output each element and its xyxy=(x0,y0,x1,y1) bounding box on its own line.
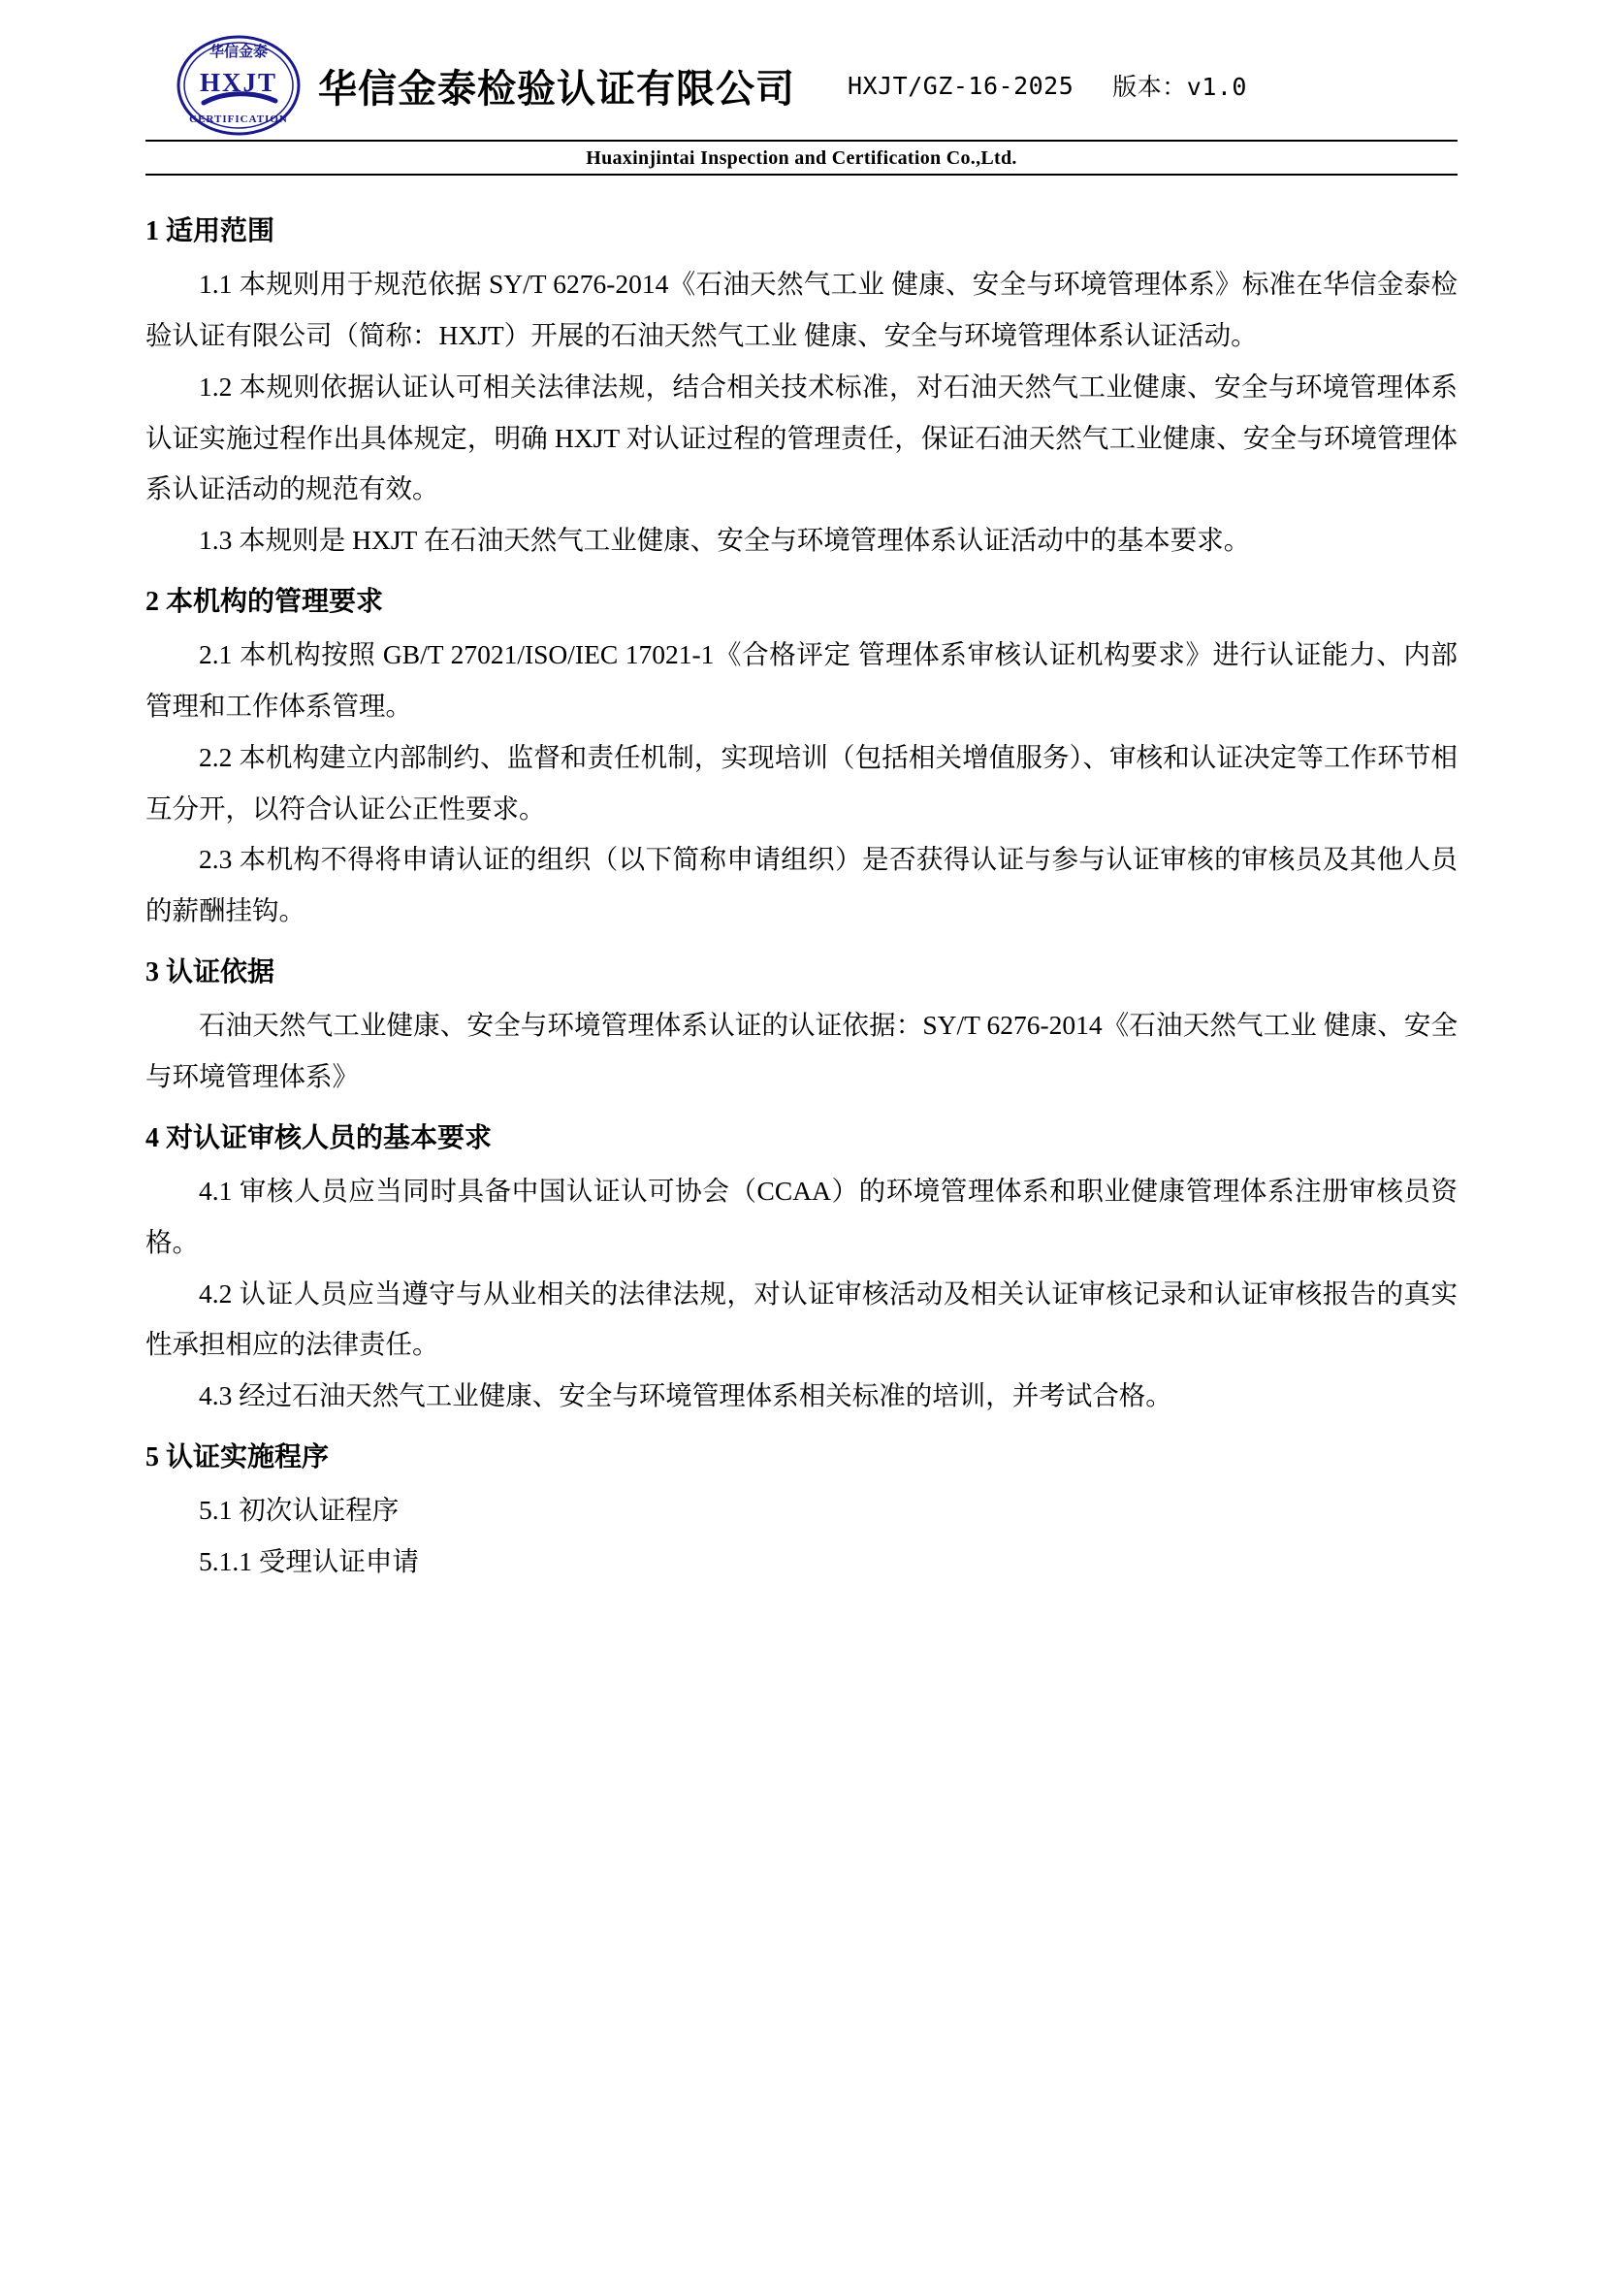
section-heading: 2 本机构的管理要求 xyxy=(145,586,384,617)
paragraph: 5.1.1 受理认证申请 xyxy=(199,1545,419,1576)
header-divider-bottom xyxy=(145,174,1458,176)
document-page xyxy=(0,27,1603,2296)
header-row xyxy=(145,27,1458,144)
paragraph: 1.1 本规则用于规范依据 SY/T 6276-2014《石油天然气工业 健康、安全与环境管理体系》标准在华信金泰检验认证有限公司（简称：HXJT）开展的石油天然气工业 健康、安全与环境管理体系认证活动。 xyxy=(145,269,1458,350)
svg-text:HXJT: HXJT xyxy=(199,68,278,97)
document-version: 版本：v1.0 xyxy=(1112,73,1247,101)
paragraph: 2.3 本机构不得将申请认证的组织（以下简称申请组织）是否获得认证与参与认证审核的审核员及其他人员的薪酬挂钩。 xyxy=(145,844,1458,926)
document-body xyxy=(145,206,1458,1588)
document-code: HXJT/GZ-16-2025 xyxy=(848,71,1074,100)
paragraph: 1.2 本规则依据认证认可相关法律法规，结合相关技术标准，对石油天然气工业健康、安全与环境管理体系认证实施过程作出具体规定，明确 HXJT 对认证过程的管理责任，保证石油天然气工业健康、安全与环境管理体系认证活动的规范有效。 xyxy=(145,371,1458,504)
document-header xyxy=(145,27,1458,173)
svg-text:华信金泰: 华信金泰 xyxy=(208,45,269,60)
company-name-en: Huaxinjintai Inspection and Certification Co.,Ltd. xyxy=(586,147,1017,169)
section-heading: 3 认证依据 xyxy=(145,956,275,987)
paragraph: 石油天然气工业健康、安全与环境管理体系认证的认证依据：SY/T 6276-2014《石油天然气工业 健康、安全与环境管理体系》 xyxy=(145,1010,1458,1091)
company-name-cn: 华信金泰检验认证有限公司 xyxy=(318,66,795,111)
svg-text:CERTIFICATION: CERTIFICATION xyxy=(189,113,288,125)
company-logo xyxy=(175,33,303,138)
paragraph: 5.1 初次认证程序 xyxy=(199,1495,400,1526)
paragraph: 4.2 认证人员应当遵守与从业相关的法律法规，对认证审核活动及相关认证审核记录和认证审核报告的真实性承担相应的法律责任。 xyxy=(145,1277,1458,1360)
section-heading: 5 认证实施程序 xyxy=(145,1441,330,1472)
paragraph: 4.1 审核人员应当同时具备中国认证认可协会（CCAA）的环境管理体系和职业健康管理体系注册审核员资格。 xyxy=(145,1175,1458,1257)
paragraph: 2.1 本机构按照 GB/T 27021/ISO/IEC 17021-1《合格评定 管理体系审核认证机构要求》进行认证能力、内部管理和工作体系管理。 xyxy=(145,639,1458,721)
paragraph: 2.2 本机构建立内部制约、监督和责任机制，实现培训（包括相关增值服务）、审核和认证决定等工作环节相互分开，以符合认证公正性要求。 xyxy=(145,741,1458,824)
section-heading: 4 对认证审核人员的基本要求 xyxy=(145,1122,493,1153)
paragraph: 1.3 本规则是 HXJT 在石油天然气工业健康、安全与环境管理体系认证活动中的基本要求。 xyxy=(199,525,1251,556)
section-heading: 1 适用范围 xyxy=(145,216,275,246)
paragraph: 4.3 经过石油天然气工业健康、安全与环境管理体系相关标准的培训，并考试合格。 xyxy=(199,1380,1172,1411)
